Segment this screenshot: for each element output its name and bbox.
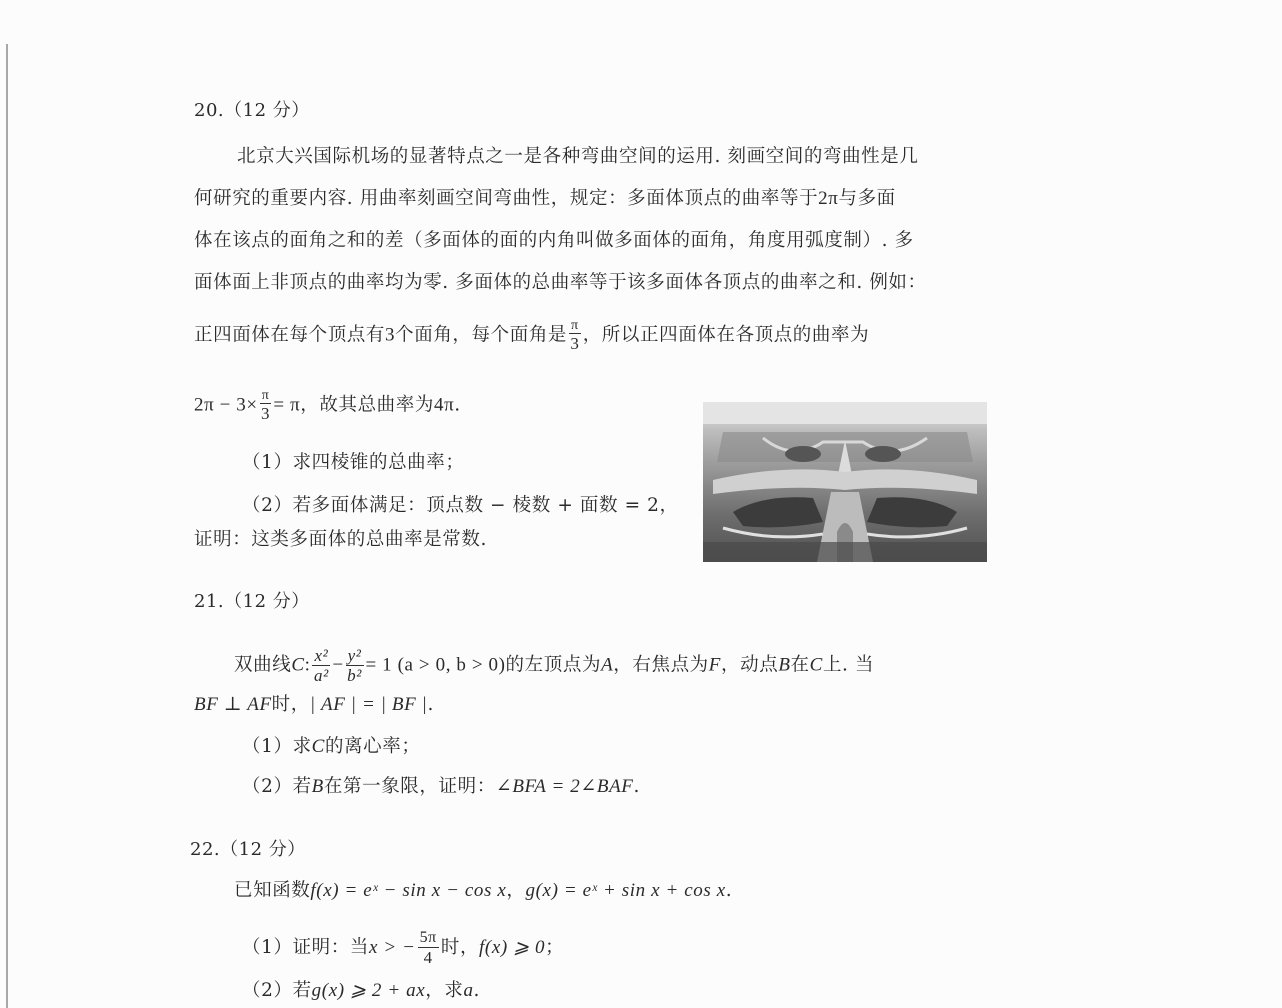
period: . xyxy=(454,394,461,416)
q20-part-2: （2）若多面体满足：顶点数 − 棱数 + 面数 = 2， xyxy=(242,495,679,516)
q21-text-line-2 xyxy=(194,693,434,717)
q20-line6-text: ，故其总曲率为 xyxy=(300,394,434,416)
q21-part-1 xyxy=(242,735,420,759)
q20-text-line-5 xyxy=(194,318,869,353)
fraction-denominator: b² xyxy=(347,666,362,685)
period: . xyxy=(473,980,481,1001)
q20-line5-text: 正四面体在每个顶点有 xyxy=(194,324,386,346)
q21-text-line-1 xyxy=(234,646,874,685)
fraction-denominator: 3 xyxy=(261,404,271,423)
q20-line5-text2: 个面角，每个面角是 xyxy=(395,324,568,346)
q22-part2-text2: ，求 xyxy=(425,980,464,1001)
q21-abs-expr: | AF | = | BF | xyxy=(309,694,428,715)
q20-line5-text3: ，所以正四面体在各顶点的曲率为 xyxy=(582,324,870,346)
q22-f-nonneg: f(x) ⩾ 0 xyxy=(479,937,546,958)
airport-photo-graphic xyxy=(703,402,987,562)
minus-sign: − xyxy=(332,654,344,676)
fraction-pi-over-3 xyxy=(260,388,272,423)
q22-line1-text: 已知函数 xyxy=(234,880,311,901)
period: . xyxy=(427,694,434,715)
q21-part2-text2: 在第一象限，证明： xyxy=(323,776,496,797)
q22-part1-text: （1）证明：当 xyxy=(242,937,369,958)
var-F: F xyxy=(708,654,722,676)
fraction-numerator: π xyxy=(261,388,270,403)
q20-part-1: （1）求四棱锥的总曲率； xyxy=(242,452,465,473)
q20-text-line-1: 北京大兴国际机场的显著特点之一是各种弯曲空间的运用. 刻画空间的弯曲性是几 xyxy=(237,146,919,167)
q20-text-line-4: 面体面上非顶点的曲率均为零. 多面体的总曲率等于该多面体各顶点的曲率之和. 例如： xyxy=(194,272,927,293)
q21-part1-text: （1）求 xyxy=(242,736,312,757)
q22-g-inequality: g(x) ⩾ 2 + ax xyxy=(311,980,426,1001)
var-a: a xyxy=(463,980,474,1001)
q20-text-line-3: 体在该点的面角之和的差（多面体的面的内角叫做多面体的面角，角度用弧度制）. 多 xyxy=(194,230,914,251)
fraction-numerator: 5π xyxy=(419,929,437,946)
q22-part2-text: （2）若 xyxy=(242,980,312,1001)
var-C: C xyxy=(291,654,305,676)
q20-line6-math2: = π xyxy=(273,394,301,416)
page-edge-line xyxy=(6,44,8,1008)
q21-line1-text6: 上. 当 xyxy=(822,654,875,676)
period: . xyxy=(633,776,640,797)
colon: : xyxy=(304,654,311,676)
q20-line6-math3: 4π xyxy=(433,394,455,416)
q20-text-line-2 xyxy=(194,187,896,211)
var-B: B xyxy=(778,654,791,676)
fraction-y2-over-b2 xyxy=(346,646,364,685)
separator: ， xyxy=(506,880,526,901)
q20-line5-num: 3 xyxy=(385,324,396,346)
q21-part2-text: （2）若 xyxy=(242,776,312,797)
fraction-numerator: x² xyxy=(314,646,329,665)
var-C: C xyxy=(311,736,325,757)
q21-line1-text2: 的左顶点为 xyxy=(505,654,602,676)
q22-part1-text2: 时， xyxy=(440,937,480,958)
q21-line1-text3: ，右焦点为 xyxy=(613,654,709,676)
question-21-header: 21.（12 分） xyxy=(194,591,310,612)
question-22-header: 22.（12 分） xyxy=(190,839,306,860)
q21-perp-expr: BF ⊥ AF xyxy=(194,694,272,715)
var-A: A xyxy=(601,654,614,676)
fraction-5pi-over-4 xyxy=(418,929,439,967)
q21-part1-text2: 的离心率； xyxy=(324,736,421,757)
fraction-denominator: a² xyxy=(314,666,329,685)
q22-part-1 xyxy=(242,929,564,967)
fraction-numerator: π xyxy=(571,318,579,333)
function-f-definition: f(x) = eˣ − sin x − cos x xyxy=(310,880,507,901)
q21-part-2 xyxy=(242,775,640,799)
q20-text-line-6 xyxy=(194,388,461,423)
q20-line2-math: 2π xyxy=(818,188,839,209)
fraction-numerator: y² xyxy=(347,646,362,665)
function-g-definition: g(x) = eˣ + sin x + cos x xyxy=(525,880,726,901)
var-B: B xyxy=(311,776,324,797)
q20-line6-math: 2π − 3× xyxy=(194,394,258,416)
q20-part-2-continued: 证明：这类多面体的总曲率是常数. xyxy=(194,529,487,550)
period: . xyxy=(725,880,733,901)
question-20-header: 20.（12 分） xyxy=(194,100,310,121)
q22-part-2 xyxy=(242,979,480,1003)
q22-inequality: x > − xyxy=(368,937,416,958)
fraction-x2-over-a2 xyxy=(312,646,330,685)
fraction-denominator: 4 xyxy=(423,948,433,967)
q21-condition: = 1 (a > 0, b > 0) xyxy=(365,654,506,676)
var-C: C xyxy=(809,654,823,676)
q21-line1-text5: 在 xyxy=(790,654,810,676)
q21-line1-text4: ，动点 xyxy=(721,654,779,676)
q20-line2-text: 何研究的重要内容. 用曲率刻画空间弯曲性，规定：多面体顶点的曲率等于 xyxy=(194,188,819,209)
fraction-denominator: 3 xyxy=(570,334,580,353)
q22-text-line-1 xyxy=(234,879,732,903)
semicolon: ； xyxy=(545,937,565,958)
q21-angle-expr: ∠BFA = 2∠BAF xyxy=(495,776,634,797)
q20-line2-text-end: 与多面 xyxy=(838,188,896,209)
airport-aerial-photo xyxy=(703,402,987,562)
q21-line2-text: 时， xyxy=(271,694,310,715)
q21-line1-text: 双曲线 xyxy=(234,654,292,676)
fraction-pi-over-3 xyxy=(569,318,581,353)
